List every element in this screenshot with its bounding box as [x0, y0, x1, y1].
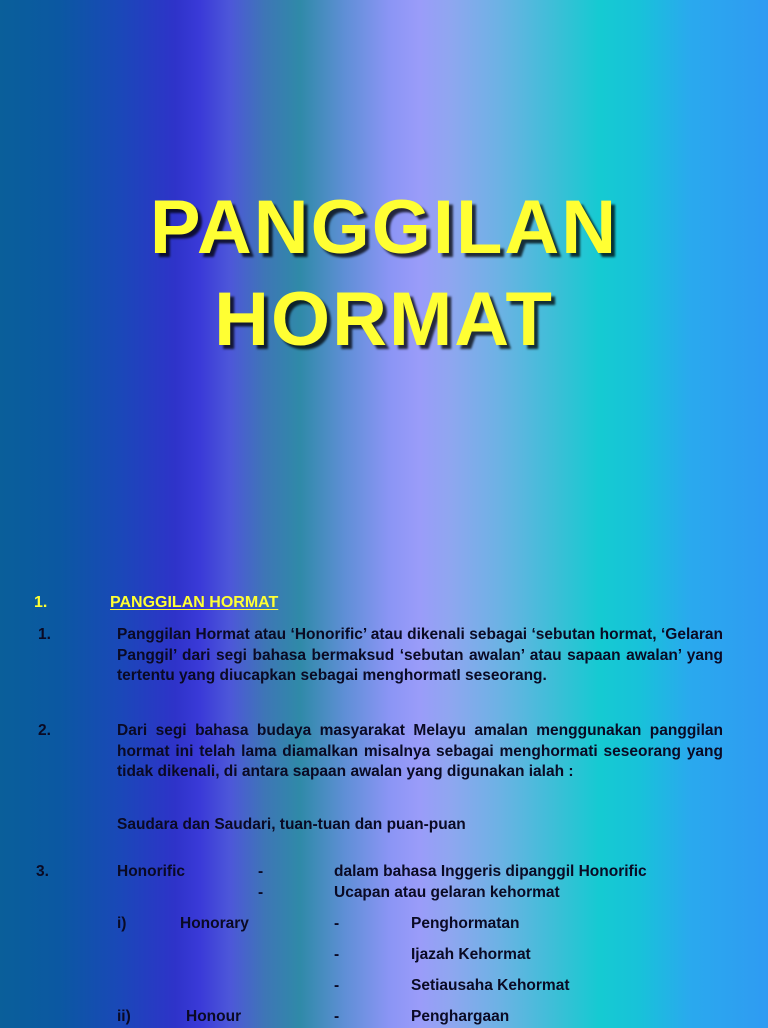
- honorific-row: [0, 862, 768, 883]
- sub-item-term: Honorary: [180, 915, 249, 932]
- honorific-definition: dalam bahasa Inggeris dipanggil Honorific: [334, 863, 647, 880]
- sub-item-honorary-2: [0, 945, 768, 966]
- section-heading: PANGGILAN HORMAT: [110, 594, 279, 611]
- honorific-definition: Ucapan atau gelaran kehormat: [334, 884, 560, 901]
- slide-title: [0, 182, 768, 366]
- sub-item-honorary: [0, 914, 768, 935]
- sub-item-label: i): [117, 915, 127, 932]
- sub-item-meaning: Ijazah Kehormat: [411, 946, 531, 963]
- dash: -: [258, 863, 264, 880]
- item-text: Dari segi bahasa budaya masyarakat Melayu amalan menggunakan panggilan hormat ini telah lama diamalkan misalnya sebagai menghormati seseorang yang tidak dikenali, di antara sapaan awalan yang digunakan ialah :: [117, 722, 723, 780]
- sub-item-term: Honour: [186, 1008, 242, 1025]
- honorific-row-2: [0, 883, 768, 904]
- title-line-2: HORMAT: [214, 277, 554, 362]
- section-header: [0, 593, 768, 617]
- sub-item-honour: [0, 1007, 768, 1028]
- item-number: 1.: [38, 626, 51, 643]
- sub-item-honorary-3: [0, 976, 768, 997]
- item-number: 3.: [36, 863, 49, 880]
- item-example: Saudara dan Saudari, tuan-tuan dan puan-puan: [117, 816, 466, 833]
- title-line-1: PANGGILAN: [149, 185, 619, 270]
- sub-item-meaning: Setiausaha Kehormat: [411, 977, 570, 994]
- dash: -: [258, 884, 264, 901]
- sub-item-label: ii): [117, 1008, 131, 1025]
- document-body: [0, 593, 768, 1024]
- dash: -: [334, 915, 340, 932]
- dash: -: [334, 1008, 340, 1025]
- sub-item-meaning: Penghormatan: [411, 915, 520, 932]
- section-number: 1.: [34, 594, 48, 611]
- item-number: 2.: [38, 722, 51, 739]
- honorific-term: Honorific: [117, 863, 186, 880]
- sub-item-meaning: Penghargaan: [411, 1008, 510, 1025]
- dash: -: [334, 977, 340, 994]
- item-text: Panggilan Hormat atau ‘Honorific’ atau dikenali sebagai ‘sebutan hormat, ‘Gelaran Panggil’ dari segi bahasa bermaksud ‘sebutan awalan’ atau sapaan awalan’ yang tertentu yang diucapkan sebagai menghormatI seseorang.: [117, 626, 723, 684]
- dash: -: [334, 946, 340, 963]
